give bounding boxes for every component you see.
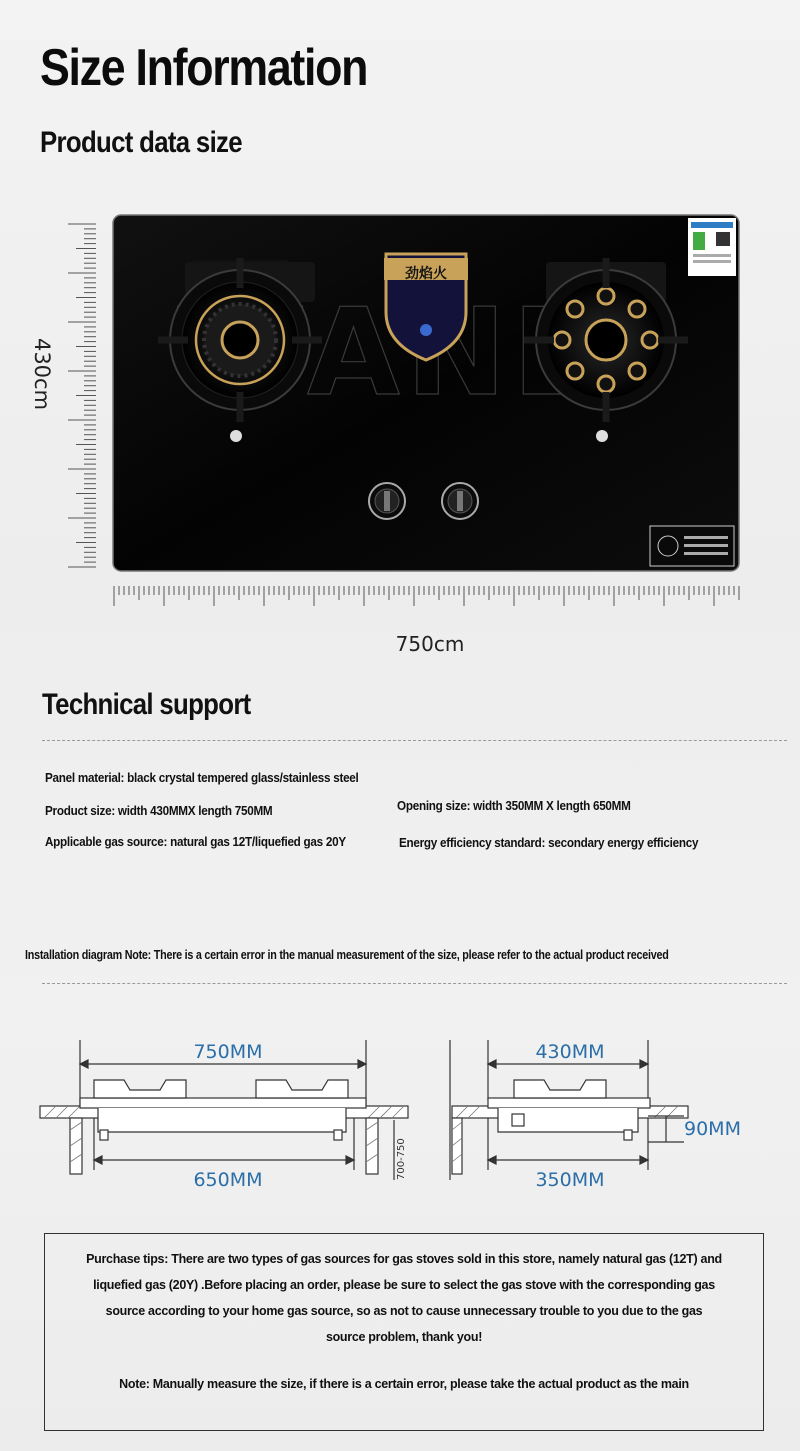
height-dimension-wrap bbox=[12, 330, 72, 420]
tips-line-2: liquefied gas (20Y) .Before placing an order, please be sure to select the gas stove with the corresponding gas bbox=[93, 1278, 715, 1292]
side-top-dimension: 430MM bbox=[535, 1041, 605, 1063]
left-knob bbox=[369, 483, 405, 519]
right-knob bbox=[442, 483, 478, 519]
tips-note: Note: Manually measure the size, if there is a certain error, please take the actual product as the main bbox=[119, 1377, 689, 1391]
divider bbox=[42, 983, 787, 984]
spec-opening-size: Opening size: width 350MM X length 650MM bbox=[397, 798, 631, 813]
brand-logo-text: 劲焰火 bbox=[405, 266, 447, 282]
tips-line-3: source according to your home gas source, so as not to cause unnecessary trouble to you due to the gas bbox=[105, 1304, 703, 1318]
front-bottom-dimension: 650MM bbox=[193, 1169, 263, 1190]
spec-energy-efficiency: Energy efficiency standard: secondary energy efficiency bbox=[399, 835, 699, 850]
side-bottom-dimension: 350MM bbox=[535, 1169, 605, 1190]
energy-label-sticker bbox=[688, 218, 736, 276]
front-installation-diagram bbox=[38, 1030, 418, 1190]
width-dimension-label: 750cm bbox=[395, 632, 465, 656]
section-title-technical: Technical support bbox=[42, 688, 251, 721]
tips-line-4: source problem, thank you! bbox=[325, 1330, 483, 1344]
safety-sticker bbox=[650, 526, 734, 566]
side-depth-dimension: 90MM bbox=[684, 1118, 741, 1140]
front-top-dimension: 750MM bbox=[193, 1041, 263, 1063]
tips-line-1: Purchase tips: There are two types of gas sources for gas stoves sold in this store, namely natural gas (12T) and bbox=[86, 1252, 722, 1266]
front-height-dimension: 700-750 bbox=[396, 1138, 407, 1180]
spec-panel-material: Panel material: black crystal tempered glass/stainless steel bbox=[45, 770, 359, 785]
spec-product-size: Product size: width 430MMX length 750MM bbox=[45, 803, 273, 818]
page-title: Size Information bbox=[40, 39, 368, 97]
cooktop-image bbox=[112, 214, 740, 572]
side-installation-diagram bbox=[448, 1030, 768, 1190]
section-title-product-size: Product data size bbox=[40, 126, 242, 159]
divider bbox=[42, 740, 787, 741]
horizontal-ruler bbox=[112, 586, 742, 608]
purchase-tips-box bbox=[44, 1233, 764, 1431]
height-dimension-label: 430cm bbox=[30, 337, 54, 411]
installation-note: Installation diagram Note: There is a certain error in the manual measurement of the size, please refer to the actual product received bbox=[25, 947, 669, 962]
spec-gas-source: Applicable gas source: natural gas 12T/liquefied gas 20Y bbox=[45, 834, 346, 849]
